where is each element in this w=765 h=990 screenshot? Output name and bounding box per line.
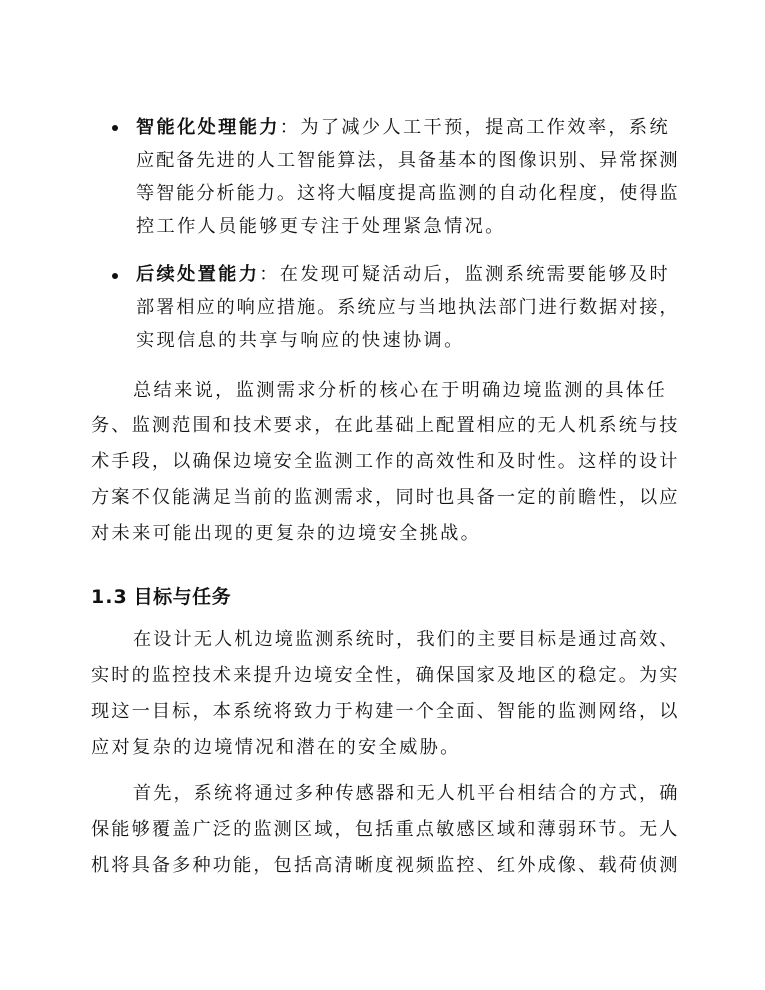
bullet-line — [136, 116, 670, 140]
paragraph-line: 在设计无人机边境监测系统时，我们的主要目标是通过高效、 — [133, 629, 680, 650]
paragraph-line: 术手段，以确保边境安全监测工作的高效性和及时性。这样的设计 — [91, 451, 680, 472]
bullet-term: 智能化处理能力 — [136, 117, 280, 138]
bullet-line: 部署相应的响应措施。系统应与当地执法部门进行数据对接， — [136, 297, 680, 318]
bullet-dot-icon — [112, 273, 118, 279]
paragraph-line: 现这一目标，本系统将致力于构建一个全面、智能的监测网络，以 — [91, 701, 680, 722]
paragraph-line: 机将具备多种功能，包括高清晰度视频监控、红外成像、载荷侦测 — [91, 855, 680, 876]
bullet-line: 应配备先进的人工智能算法，具备基本的图像识别、异常探测 — [136, 150, 680, 171]
paragraph-line: 应对复杂的边境情况和潜在的安全威胁。 — [91, 737, 461, 758]
section-title: 目标与任务 — [133, 586, 232, 608]
paragraph-line: 对未来可能出现的更复杂的边境安全挑战。 — [91, 523, 482, 544]
bullet-separator: ： — [259, 264, 280, 285]
bullet-dot-icon — [112, 125, 118, 131]
paragraph-line: 首先，系统将通过多种传感器和无人机平台相结合的方式，确 — [133, 783, 680, 804]
paragraph-line: 方案不仅能满足当前的监测需求，同时也具备一定的前瞻性，以应 — [91, 487, 680, 508]
bullet-separator: ： — [279, 117, 301, 138]
section-number: 1.3 — [91, 586, 128, 608]
bullet-line: 等智能分析能力。这将大幅度提高监测的自动化程度，使得监 — [136, 183, 680, 204]
bullet-first-line-text: 为了减少人工干预，提高工作效率，系统 — [300, 117, 670, 138]
paragraph-line: 保能够覆盖广泛的监测区域，包括重点敏感区域和薄弱环节。无人 — [91, 819, 680, 840]
bullet-line: 控工作人员能够更专注于处理紧急情况。 — [136, 216, 506, 237]
bullet-line: 实现信息的共享与响应的快速协调。 — [136, 330, 465, 351]
bullet-line — [136, 263, 670, 287]
bullet-term: 后续处置能力 — [136, 264, 260, 285]
section-heading — [91, 585, 231, 609]
paragraph-line: 总结来说，监测需求分析的核心在于明确边境监测的具体任 — [133, 380, 667, 401]
bullet-first-line-text: 在发现可疑活动后，监测系统需要能够及时 — [279, 264, 670, 285]
paragraph-line: 务、监测范围和技术要求，在此基础上配置相应的无人机系统与技 — [91, 415, 680, 436]
paragraph-line: 实时的监控技术来提升边境安全性，确保国家及地区的稳定。为实 — [91, 665, 680, 686]
